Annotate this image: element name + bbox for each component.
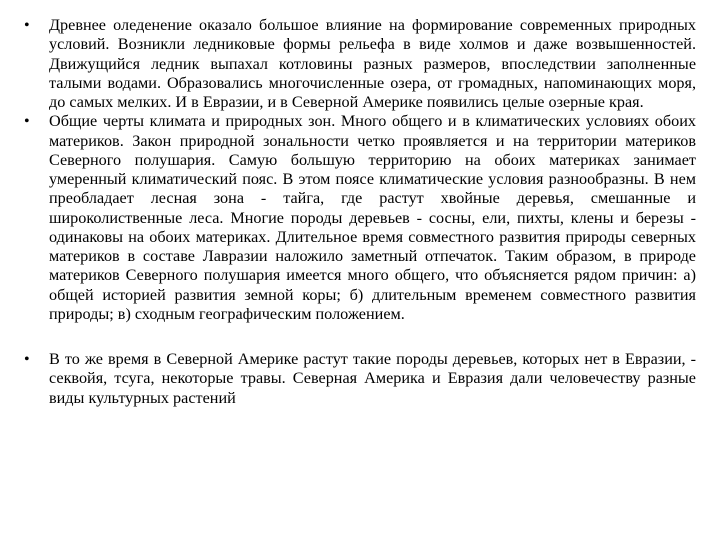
bullet-icon: • <box>24 17 30 34</box>
bullet-icon: • <box>24 351 30 368</box>
bullet-icon: • <box>24 113 30 131</box>
bullet-text: В то же время в Северной Америке растут такие породы деревьев, которых нет в Евразии, - секвойя, тсуга, некоторые травы. Северная Америка и Евразия дали человечеству разные виды культурных растений <box>49 350 696 407</box>
bullet-text: Общие черты климата и природных зон. Много общего и в климатических условиях обоих материков. Закон природной зональности четко проявляется и на территории материков Северного полушария. Самую большую территорию на обоих материках занимает умеренный климатический пояс. В этом поясе климатические условия разнообразны. В нем преобладает лесная зона - тайга, где растут хвойные деревья, смешанные и широколиственные леса. Многие породы деревьев - сосны, ели, пихты, клены и березы - одинаковы на обоих материках. Длительное время совместного развития природы северных материков в составе Лавразии наложило заметный отпечаток. Таким образом, в природе материков Северного полушария имеется много общего, что объясняется рядом причин: а) общей историей развития земной коры; б) длительным временем совместного развития природы; в) сходным географическим положением. <box>49 112 696 323</box>
bullet-item-climate <box>24 112 696 324</box>
bullet-list <box>24 16 696 408</box>
bullet-text: Древнее оледенение оказало большое влияние на формирование современных природных условий. Возникли ледниковые формы рельефа в виде холмов и даже возвышенностей. Движущийся ледник выпахал котловины разных размеров, впоследствии заполненные талыми водами. Образовались многочисленные озера, от громадных, напоминающих моря, до самых мелких. И в Евразии, и в Северной Америке появились целые озерные края. <box>49 16 696 111</box>
bullet-item-differences <box>24 350 696 408</box>
bullet-item-glaciation <box>24 16 696 112</box>
